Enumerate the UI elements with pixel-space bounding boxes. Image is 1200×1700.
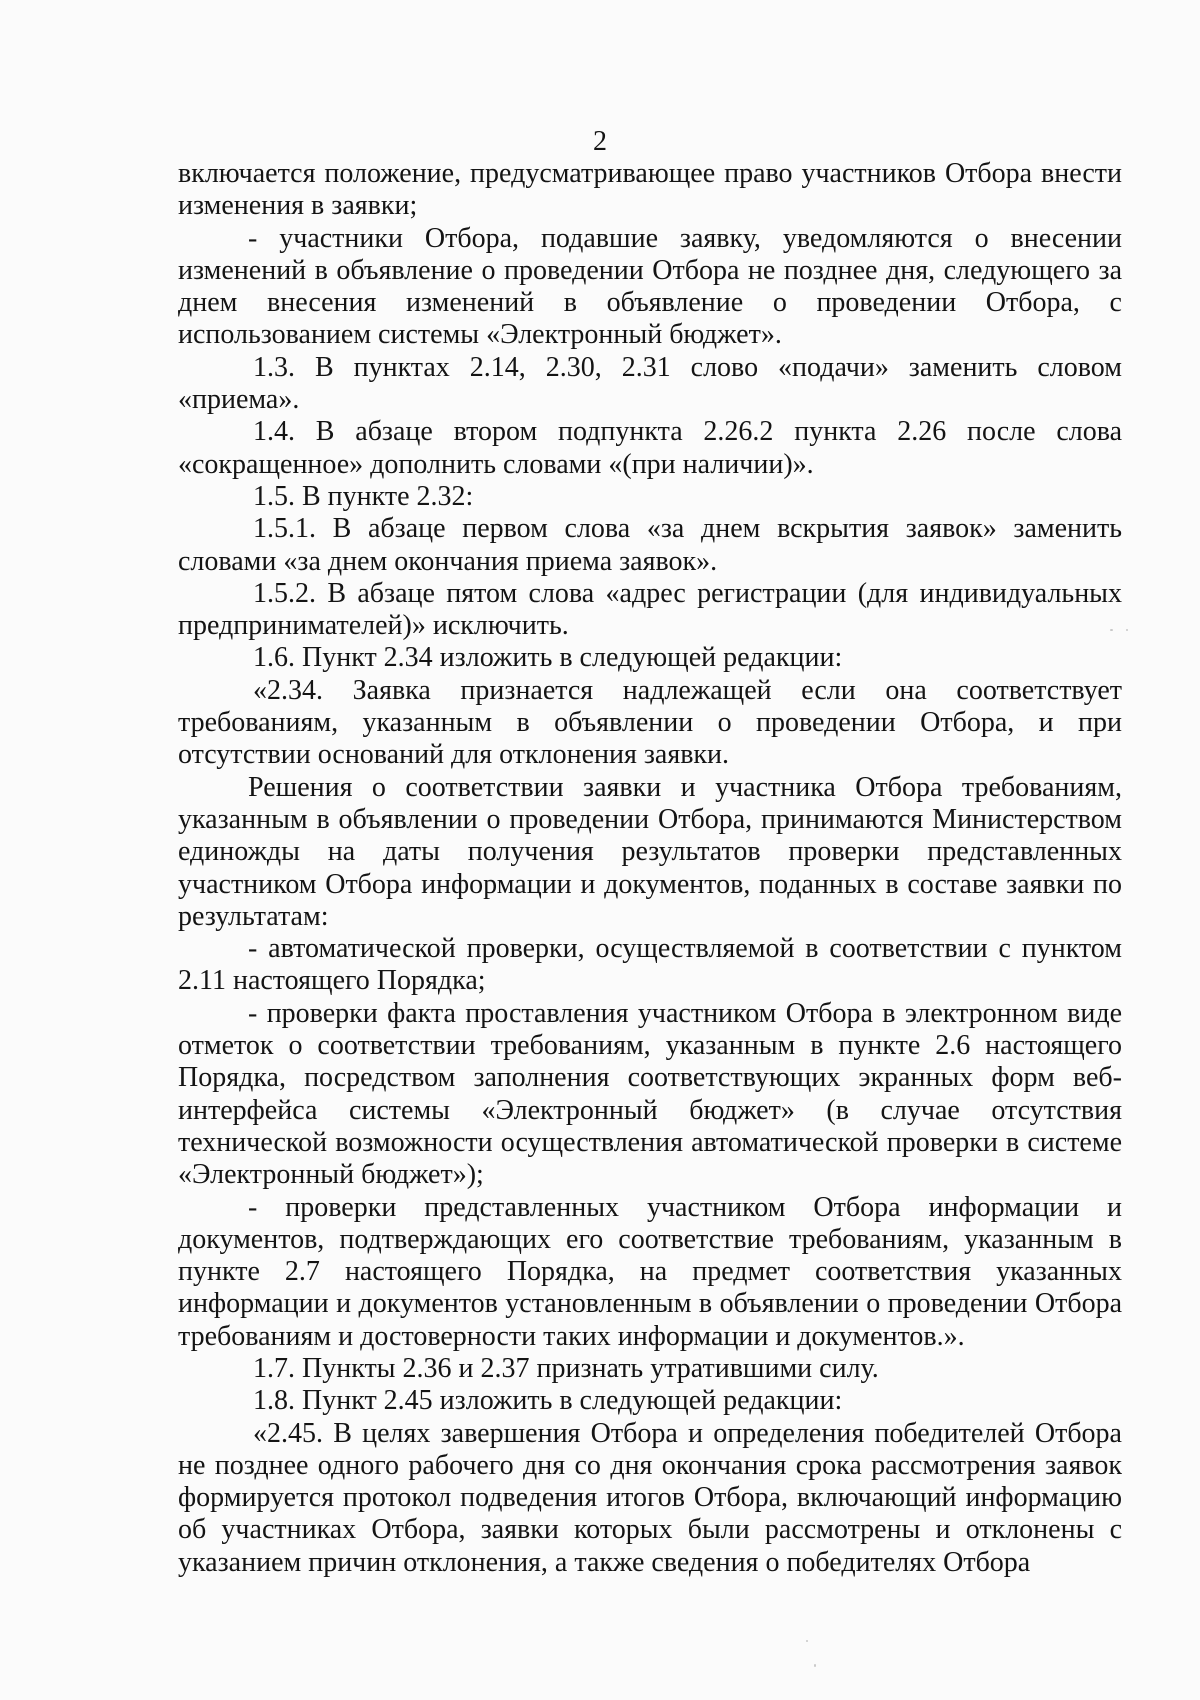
scan-speck <box>1126 629 1128 631</box>
paragraph-1-5-1: 1.5.1. В абзаце первом слова «за днем вскрытия заявок» заменить словами «за днем окончания приема заявок». <box>178 513 1122 577</box>
paragraph-continuation: включается положение, предусматривающее право участников Отбора внести изменения в заявки; <box>178 158 1122 222</box>
paragraph-1-5-2: 1.5.2. В абзаце пятом слова «адрес регистрации (для индивидуальных предпринимателей)» исключить. <box>178 577 1122 642</box>
paragraph-decisions: Решения о соответствии заявки и участника Отбора требованиям, указанным в объявлении о проведении Отбора, принимаются Министерством единожды на даты получения результатов проверки представленных участником Отбора информации и документов, поданных в составе заявки по результатам: <box>178 771 1122 932</box>
scan-speck <box>1110 629 1113 631</box>
paragraph-2-34: «2.34. Заявка признается надлежащей если она соответствует требованиям, указанным в объявлении о проведении Отбора, и при отсутствии оснований для отклонения заявки. <box>178 674 1122 771</box>
paragraph-1-8: 1.8. Пункт 2.45 изложить в следующей редакции: <box>253 1385 843 1417</box>
scan-speck <box>806 1640 808 1642</box>
paragraph-2-45: «2.45. В целях завершения Отбора и определения победителей Отбора не позднее одного рабочего дня со дня окончания срока рассмотрения заявок формируется протокол подведения итогов Отбора, включающий информацию об участниках Отбора, заявки которых были рассмотрены и отклонены с указанием причин отклонения, а также сведения о победителях Отбора <box>178 1417 1122 1578</box>
paragraph-1-7: 1.7. Пункты 2.36 и 2.37 признать утратившими силу. <box>253 1352 879 1384</box>
paragraph-marks-check: - проверки факта проставления участником Отбора в электронном виде отметок о соответствии требованиям, указанным в пункте 2.6 настоящего Порядка, посредством заполнения соответствующих экранных форм веб-интерфейса системы «Электронный бюджет» (в случае отсутствия технической возможности осуществления автоматической проверки в системе «Электронный бюджет»); <box>178 997 1122 1191</box>
paragraph-participants-notified: - участники Отбора, подавшие заявку, уведомляются о внесении изменений в объявление о проведении Отбора не позднее дня, следующего за днем внесения изменений в объявление о проведении Отбора, с использованием системы «Электронный бюджет». <box>178 222 1122 351</box>
paragraph-1-3: 1.3. В пунктах 2.14, 2.30, 2.31 слово «подачи» заменить словом «приема». <box>178 351 1122 416</box>
paragraph-1-5: 1.5. В пункте 2.32: <box>253 480 474 512</box>
document-body <box>178 158 1122 1579</box>
page-number: 2 <box>593 126 607 157</box>
paragraph-1-6: 1.6. Пункт 2.34 изложить в следующей редакции: <box>253 642 843 674</box>
scan-speck <box>814 1664 816 1667</box>
paragraph-1-4: 1.4. В абзаце втором подпункта 2.26.2 пункта 2.26 после слова «сокращенное» дополнить словами «(при наличии)». <box>178 416 1122 480</box>
paragraph-automatic-check: - автоматической проверки, осуществляемой в соответствии с пунктом 2.11 настоящего Порядка; <box>178 933 1122 997</box>
paragraph-documents-check: - проверки представленных участником Отбора информации и документов, подтверждающих его соответствие требованиям, указанным в пункте 2.7 настоящего Порядка, на предмет соответствия указанных информации и документов установленным в объявлении о проведении Отбора требованиям и достоверности таких информации и документов.». <box>178 1191 1122 1352</box>
